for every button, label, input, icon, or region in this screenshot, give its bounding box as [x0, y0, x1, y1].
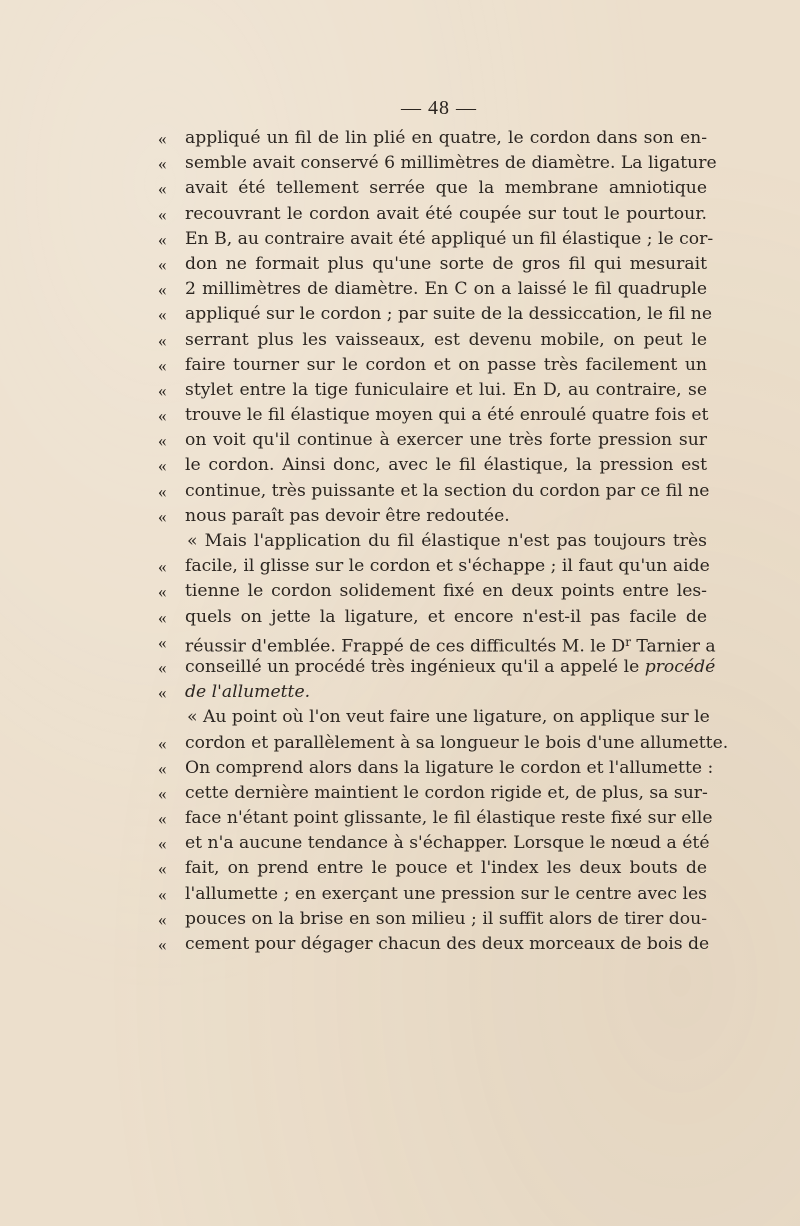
- text-line: [0, 328, 800, 353]
- paragraph-start-line: [0, 705, 800, 730]
- text-line: [0, 403, 800, 428]
- superscript: r: [625, 634, 631, 649]
- guillemet-marker: «: [158, 456, 167, 476]
- line-text-part: réussir d'emblée. Frappé de ces difficultés M. le D: [185, 636, 626, 657]
- guillemet-marker: «: [158, 481, 167, 501]
- line-text: « Au point où l'on veut faire une ligature, on applique sur le: [187, 707, 710, 728]
- text-line: [0, 504, 800, 529]
- line-text: nous paraît pas devoir être redoutée.: [185, 505, 510, 526]
- line-text: cette dernière maintient le cordon rigide et, de plus, sa sur-: [185, 782, 708, 803]
- text-line: [0, 907, 800, 932]
- guillemet-marker: «: [158, 380, 167, 400]
- guillemet-marker: «: [158, 154, 167, 174]
- text-line: [0, 378, 800, 403]
- line-text: cordon et parallèlement à sa longueur le bois d'une allumette.: [185, 732, 729, 753]
- line-text: et n'a aucune tendance à s'échapper. Lorsque le nœud a été: [185, 833, 710, 854]
- text-line: [0, 630, 800, 655]
- guillemet-marker: «: [158, 632, 167, 652]
- text-line: [0, 856, 800, 881]
- line-text: de l'allumette.: [185, 682, 311, 703]
- text-line: [0, 680, 800, 705]
- line-text: recouvrant le cordon avait été coupée sur tout le pourtour.: [185, 203, 707, 224]
- line-text: faire tourner sur le cordon et on passe très facilement un: [185, 354, 707, 375]
- text-line: [0, 554, 800, 579]
- line-text: on voit qu'il continue à exercer une très forte pression sur: [185, 430, 707, 451]
- guillemet-marker: «: [158, 179, 167, 199]
- line-text: trouve le fil élastique moyen qui a été enroulé quatre fois et: [185, 405, 709, 426]
- line-text: semble avait conservé 6 millimètres de diamètre. La ligature: [185, 153, 717, 174]
- guillemet-marker: «: [158, 557, 167, 577]
- line-text-part: Tarnier a: [630, 636, 716, 657]
- line-text: « Mais l'application du fil élastique n'est pas toujours très: [187, 531, 707, 551]
- line-text: appliqué sur le cordon ; par suite de la dessiccation, le fil ne: [185, 304, 713, 325]
- guillemet-marker: «: [158, 254, 167, 274]
- line-text: En B, au contraire avait été appliqué un fil élastique ; le cor-: [185, 228, 714, 249]
- text-line: [0, 882, 800, 907]
- line-text: serrant plus les vaisseaux, est devenu mobile, on peut le: [185, 329, 707, 350]
- line-text: don ne formait plus qu'une sorte de gros fil qui mesurait: [185, 253, 707, 274]
- line-text: stylet entre la tige funiculaire et lui. En D, au contraire, se: [185, 379, 707, 400]
- text-line: [0, 756, 800, 781]
- line-text-with-italic: [185, 655, 716, 680]
- guillemet-marker: «: [158, 758, 167, 778]
- text-line: [0, 605, 800, 630]
- line-text: cement pour dégager chacun des deux morceaux de bois de: [185, 934, 710, 954]
- text-line: [0, 831, 800, 856]
- guillemet-marker: «: [158, 733, 167, 753]
- text-line: [0, 428, 800, 453]
- guillemet-marker: «: [158, 809, 167, 829]
- text-line: [0, 932, 800, 957]
- guillemet-marker: «: [158, 683, 167, 703]
- line-text: avait été tellement serrée que la membrane amniotique: [185, 178, 707, 199]
- text-line: [0, 353, 800, 378]
- text-line: [0, 126, 800, 151]
- text-line: [0, 252, 800, 277]
- line-text: fait, on prend entre le pouce et l'index les deux bouts de: [185, 858, 707, 879]
- line-text: 2 millimètres de diamètre. En C on a laissé le fil quadruple: [185, 279, 707, 300]
- text-line: [0, 781, 800, 806]
- line-text: face n'étant point glissante, le fil élastique reste fixé sur elle: [185, 808, 713, 829]
- line-text: le cordon. Ainsi donc, avec le fil élastique, la pression est: [185, 455, 707, 476]
- guillemet-marker: «: [158, 607, 167, 627]
- text-line: [0, 806, 800, 831]
- line-text: tienne le cordon solidement fixé en deux points entre les-: [185, 581, 707, 602]
- text-line: [0, 453, 800, 478]
- guillemet-marker: «: [158, 834, 167, 854]
- line-text-part: conseillé un procédé très ingénieux qu'il a appelé le: [185, 656, 640, 677]
- line-text: l'allumette ; en exerçant une pression sur le centre avec les: [185, 883, 707, 904]
- guillemet-marker: «: [158, 406, 167, 426]
- paragraph-start-line: [0, 529, 800, 554]
- italic-term: procédé: [644, 656, 716, 677]
- guillemet-marker: «: [158, 330, 167, 350]
- guillemet-marker: «: [158, 305, 167, 325]
- text-line: [0, 176, 800, 201]
- guillemet-marker: «: [158, 909, 167, 929]
- guillemet-marker: «: [158, 280, 167, 300]
- body-text: [0, 126, 800, 957]
- line-text: pouces on la brise en son milieu ; il suffit alors de tirer dou-: [185, 908, 707, 929]
- guillemet-marker: «: [158, 582, 167, 602]
- text-line: [0, 302, 800, 327]
- guillemet-marker: «: [158, 935, 167, 954]
- text-line: [0, 579, 800, 604]
- guillemet-marker: «: [158, 204, 167, 224]
- guillemet-marker: «: [158, 884, 167, 904]
- text-line: [0, 202, 800, 227]
- guillemet-marker: «: [158, 657, 167, 677]
- text-line: [0, 227, 800, 252]
- line-text: facile, il glisse sur le cordon et s'échappe ; il faut qu'un aide: [185, 556, 710, 577]
- page-number: — 48 —: [401, 97, 477, 119]
- line-text: continue, très puissante et la section du cordon par ce fil ne: [185, 480, 710, 501]
- text-line: [0, 731, 800, 756]
- text-line: [0, 151, 800, 176]
- guillemet-marker: «: [158, 859, 167, 879]
- text-line: [0, 655, 800, 680]
- guillemet-marker: «: [158, 506, 167, 526]
- line-text: On comprend alors dans la ligature le cordon et l'allumette :: [185, 757, 714, 778]
- guillemet-marker: «: [158, 783, 167, 803]
- text-line: [0, 479, 800, 504]
- line-text: appliqué un fil de lin plié en quatre, le cordon dans son en-: [185, 128, 707, 148]
- line-text: quels on jette la ligature, et encore n'est-il pas facile de: [185, 606, 707, 627]
- text-line: [0, 277, 800, 302]
- guillemet-marker: «: [158, 431, 167, 451]
- guillemet-marker: «: [158, 355, 167, 375]
- guillemet-marker: «: [158, 229, 167, 249]
- guillemet-marker: «: [158, 129, 167, 148]
